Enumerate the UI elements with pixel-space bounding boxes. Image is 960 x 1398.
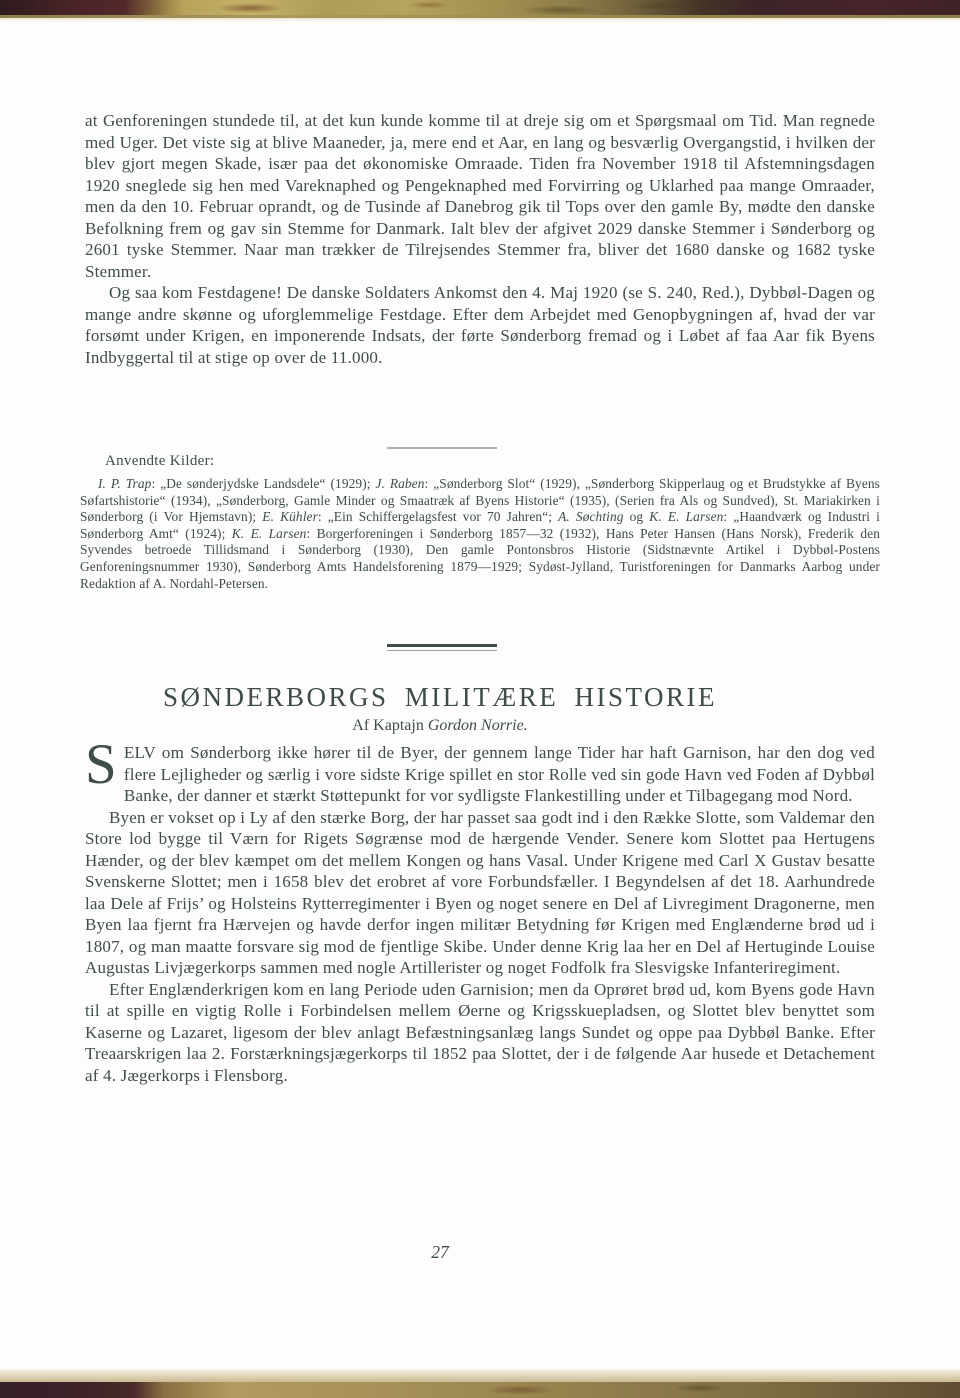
intro-paragraph: Og saa kom Festdagene! De danske Soldaters Ankomst den 4. Maj 1920 (se S. 240, Red.), Dybbøl-Dagen og mange andre skønne og uforglemmelige Festdage. Efter dem Arbejdet med Genopbygningen af, hvad der var forsømt under Krigen, en imponerende Indsats, der førte Sønderborg fremad og i Løbet af faa Aar fik Byens Indbyggertal til at stige op over de 11.000. xyxy=(85,283,875,367)
article-byline: Af Kaptajn Gordon Norrie. xyxy=(352,717,528,734)
article-paragraph: Efter Englænderkrigen kom en lang Periode uden Garnision; men da Oprøret brød ud, kom Byens gode Havn til at spille en vigtig Rolle i Forbindelsen mellem Øerne og Krigsskuepladsen, og Slottet blev benyttet som Kaserne og Lazaret, ligesom der blev anlagt Befæstningsanlæg langs Sundet og oppe paa Dybbøl Banke. Efter Treaarskrigen laa 2. Forstærkningsjægerkorps til 1852 paa Slottet, der i de følgende Aar husede et Detachement af 4. Jægerkorps i Flensborg. xyxy=(85,979,875,1085)
page-number: 27 xyxy=(431,1242,449,1262)
book-binding-bottom xyxy=(0,1382,960,1398)
chapter-divider-rule xyxy=(387,644,497,651)
sources-paragraph: I. P. Trap: „De sønderjydske Landsdele“ (1929); J. Raben: „Sønderborg Slot“ (1929), „Sønderborg Skipperlaug og et Brudstykke af Byens Søfartshistorie“ (1934), „Sønderborg, Gamle Minder og Smaatræk af Byens Historie“ (1935), (Serien fra Als og Sundved), St. Mariakirken i Sønderborg (i Vor Hjemstavn); E. Kühler: „Ein Schiffergelagsfest vor 70 Jahren“; A. Søchting og K. E. Larsen: „Haandværk og Industri i Sønderborg Amt“ (1924); K. E. Larsen: Borgerforeningen i Sønderborg 1857—32 (1932), Hans Peter Hansen (Hans Norsk), Frederik den Syvendes betroede Tillidsmand i Sønderborg (1930), Den gamle Pontonsbros Historie (Sidstnævnte Artikel i Dybbøl-Postens Genforeningsnummer 1930), Sønderborg Amts Handelsforening 1879—1929; Sydøst-Jylland, Turistforeningen for Danmarks Aarbog under Redaktion af A. Nordahl-Petersen. xyxy=(80,476,881,591)
section-divider-rule xyxy=(387,447,497,449)
page-edge-top-fade xyxy=(0,18,960,22)
article-paragraph-text: ELV om Sønderborg ikke hører til de Byer, der gennem lange Tider har haft Garnison, har den dog ved flere Lejligheder og særlig i vore sidste Krige spillet en stor Rolle ved sin gode Havn ved Foden af Dybbøl Banke, der danner et stærkt Støttepunkt for vor sydligste Flankestilling under et Tilbagegang mod Nord. xyxy=(123,743,875,805)
drop-cap-initial: S xyxy=(85,733,117,796)
article-body xyxy=(85,733,875,1086)
book-binding-top xyxy=(0,0,960,15)
page-edge-bottom xyxy=(0,1369,960,1382)
sources-heading: Anvendte Kilder: xyxy=(105,453,215,469)
article-paragraph: Byen er vokset op i Ly af den stærke Borg, der har passet saa godt ind i den Række Slotte, som Valdemar den Store lod bygge til Værn for Rigets Søgrænse mod de hærgende Vender. Senere kom Slottet paa Hertugens Hænder, og der blev kæmpet om det mellem Kongen og hans Vasal. Under Krigene med Carl X Gustav besatte Svenskerne Slottet; men i 1658 blev det erobret af vore Forbundsfæller. I Begyndelsen af det 18. Aarhundrede laa Dele af Frijs’ og Holsteins Rytterregimenter i Byen og noget senere en Del af Livregiment Dragonerne, men Byen laa fjernt fra Hærvejen og havde derfor ingen militær Betydning før Krigen med Englænderne brød ud i 1807, og man maatte forsvare sig mod de fjentlige Skibe. Under denne Krig laa her en Del af Hertuginde Louise Augustas Livjægerkorps sammen med nogle Artillerister og noget Fodfolk fra Slesvigske Infanteriregiment. xyxy=(85,807,875,977)
article-paragraph xyxy=(85,733,875,807)
article-title: SØNDERBORGS MILITÆRE HISTORIE xyxy=(162,682,718,712)
intro-paragraph: at Genforeningen stundede til, at det kun kunde komme til at dreje sig om et Spørgsmaal om Tid. Man regnede med Uger. Det viste sig at blive Maaneder, ja, mere end et Aar, en lang og besværlig Overgangstid, i hvilken der blev gjort megen Skade, især paa det økonomiske Omraade. Tiden fra November 1918 til Afstemningsdagen 1920 sneglede sig hen med Vareknaphed og Pengeknaphed med Forvirring og Uklarhed paa mange Omraader, men da den 10. Februar oprandt, og de Tusinde af Danebrog gik til Tops over den gamle By, mødte den danske Befolkning frem og gav sin Stemme for Danmark. Ialt blev der afgivet 2029 danske Stemmer i Sønderborg og 2601 tyske Stemmer. Naar man trækker de Tilrejsendes Stemmer fra, bliver det 1680 danske og 1682 tyske Stemmer. xyxy=(85,111,875,281)
intro-section xyxy=(85,110,875,368)
